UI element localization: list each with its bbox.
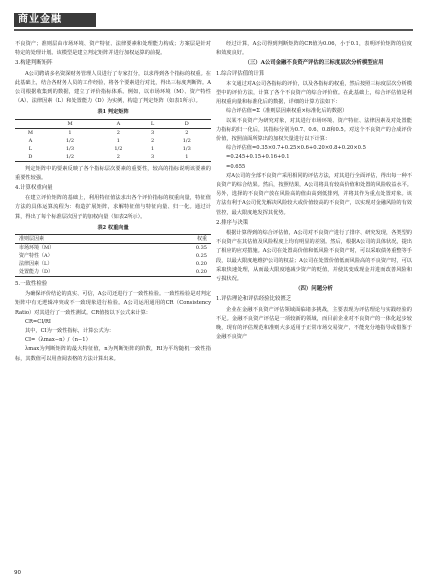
paragraph: 在建立评价矩阵的基础上，利用特征值法求出各个评价指标的权重向量，特征值方法的具体运算流程为：构造扩展矩阵，求解特征值与特征向量、归一化。通过计算，得出了每个标准层次因子的加权向量（如表2所示）。 bbox=[15, 195, 211, 220]
table-row bbox=[15, 260, 211, 268]
section-heading-3: （三）A公司金融不良资产评估的三标度层次分析模型应用 bbox=[244, 60, 384, 67]
table-cell: 1 bbox=[150, 145, 155, 152]
paragraph: 不良资产；准则层由市场环境、资产特征、法律要素和处理能力构成；方案层是针对特定的处理计划。该模型是建立判定矩阵并进行加权运算的前提。 bbox=[15, 41, 211, 57]
paragraph: 为确保评价结论的真实、可信，A公司还进行了一致性检验。一致性检验是对判定矩阵中有无逻辑冲突或不一致现象进行检验。A公司运用通用的CR（Consistency Ratio）对其进行了一致性测试。CR值按以下公式来计算： bbox=[15, 291, 211, 316]
subheading-problem-1: 1.评估理论和评估经验比较匮乏 bbox=[216, 296, 292, 303]
table-cell: 1/2 bbox=[182, 137, 191, 144]
table-cell: 1/2 bbox=[114, 145, 123, 152]
subheading-matrix: 3.构建判断矩阵 bbox=[15, 60, 53, 67]
table-cell: 2 bbox=[150, 137, 155, 144]
table-row bbox=[15, 137, 211, 145]
left-column bbox=[15, 40, 211, 364]
subheading-score: 1.综合评估值的计算 bbox=[216, 70, 265, 77]
table-row bbox=[15, 128, 211, 137]
table-cell: 资产特性（A） bbox=[19, 253, 53, 260]
table1-caption: 表1 判定矩阵 bbox=[97, 109, 129, 116]
paragraph: 对A公司的全部不良资产采用相同的评估方法，对其进行全面评估，得出每一种不良资产的综合结果。然后，按照结果，A公司将具有较高价值和处置的风险收益水平。另外，选择的不良资产放在风险高的值由高到低排列，并将其作为重点处置对象。该方法有利于A公司优先解决风险较大或价值较高的不良资产，以实现对金融风险的有效管控，最大限度地发挥其优势。 bbox=[216, 172, 412, 216]
table-cell: L bbox=[28, 145, 33, 152]
paragraph: 企业在金融不良资产评估领域面临诸多挑战，主要表现为评估理论与实践经验的不足。金融不良资产评估是一项较新的领域，而目前企业对不良资产的一体化起步较晚，现有的评估规范和准则大多适用于正常市场交易资产，不能充分地指导或借鉴于金融不良资产 bbox=[216, 306, 412, 341]
table-cell: 0.35 bbox=[195, 245, 207, 252]
formula-cr: CR=CI/RI bbox=[25, 318, 51, 325]
table-cell: 市场环境（M） bbox=[19, 245, 55, 252]
table-header: M bbox=[46, 119, 94, 128]
table-cell: 2 bbox=[116, 153, 120, 160]
table-cell: 1/2 bbox=[65, 137, 75, 144]
table-cell: 法律因素（L） bbox=[19, 261, 53, 268]
table-cell: 0.25 bbox=[195, 253, 207, 260]
paragraph: 本文通过对A公司各指标的评价，以及各指标的权重，然后按照三标度层次分析模型中的评价方法，计算了各个不良资产的综合评价值。在此基础上，综合评估值是利用权重向量和标准化后的数据，详细的计算方法如下： bbox=[216, 80, 412, 106]
table-cell: 处置能力（D） bbox=[19, 269, 54, 276]
table-header: D bbox=[163, 119, 211, 128]
table-header bbox=[15, 119, 46, 128]
subheading-consistency: 5.一致性检验 bbox=[15, 281, 48, 288]
table-cell: 1 bbox=[68, 129, 72, 136]
table-cell: D bbox=[28, 153, 33, 160]
table-row bbox=[15, 244, 211, 253]
right-column bbox=[216, 40, 412, 343]
paragraph: 其中，CI为一致性指标，计算公式为： bbox=[25, 328, 115, 335]
paragraph: λmax为判断矩阵的最大特征值，n为判断矩阵的阶数，RI为平均随机一致性指标，其数值可以用查阅表格的方法计算出来。 bbox=[15, 346, 211, 362]
weight-vector-table bbox=[15, 234, 211, 277]
table-cell: 2 bbox=[116, 129, 120, 136]
table-cell: 2 bbox=[185, 129, 189, 136]
formula-step-3: =0.655 bbox=[226, 163, 246, 170]
table-cell: M bbox=[27, 129, 33, 136]
header-rule bbox=[14, 29, 413, 31]
table-header: A bbox=[94, 119, 142, 128]
table-header: L bbox=[143, 119, 163, 128]
section-heading-4: （四）问题分析 bbox=[295, 286, 333, 293]
formula-ci: CI=（λmax−n）/（n−1） bbox=[25, 337, 91, 344]
formula-composite: 综合评估值=Σ（准则层因素权重×标准化后的数据） bbox=[226, 108, 348, 115]
table-cell: 1/3 bbox=[182, 145, 191, 152]
table-cell: 1/3 bbox=[65, 145, 75, 152]
formula-step-1: 综合评估值=0.35×0.7+0.25×0.6+0.20×0.8+0.20×0.5 bbox=[226, 145, 366, 152]
paragraph: 经过计算，A公司得到判断矩阵的CR值为0.06，小于0.1，表明评价矩阵的信度和效度良好。 bbox=[216, 41, 412, 57]
table-cell: 1/2 bbox=[65, 153, 75, 160]
paragraph: 以某不良资产为研究对象，对其进行市场环境、资产特征、法律因素及对处置能力指标的归一化后，其指标分别为0.7、0.6、0.8和0.5。对这个不良资产的合成评价价值，按照前面所算出的加权矢量进行以下计算： bbox=[216, 117, 412, 143]
table-header: 准则层因素 bbox=[15, 235, 151, 244]
subheading-weights: 4.计算权重向量 bbox=[15, 185, 53, 192]
table-header: 权重 bbox=[151, 235, 211, 244]
formula-step-2: =0.245+0.15+0.16+0.1 bbox=[226, 154, 290, 161]
table-cell: 0.20 bbox=[195, 261, 207, 268]
table-row bbox=[15, 252, 211, 260]
judgment-matrix-table bbox=[15, 119, 211, 162]
table-row bbox=[15, 153, 211, 162]
table-cell: 1 bbox=[185, 153, 189, 160]
table-row bbox=[15, 268, 211, 277]
table-cell: A bbox=[28, 137, 33, 144]
subheading-ranking: 2.排序与决策 bbox=[216, 219, 249, 226]
paragraph: A公司聘请多名资深财务管理人员进行了专家打分，以求得到各个指标的权重。在此基础上，结合各财务人员的工作经验，将各个要素进行对比，得出三标度判断阵。A公司根据收集到的数据，建立了评价指标体系。例如，以市场环境（M）、资产特性（A）、法律因素（L）和处置能力（D）为实例，构造了判定矩阵（如表1所示）。 bbox=[15, 70, 211, 105]
table-cell: 3 bbox=[150, 153, 155, 160]
table-cell: 3 bbox=[150, 129, 155, 136]
table2-caption: 表2 权重向量 bbox=[97, 224, 129, 231]
page-number: 90 bbox=[14, 570, 21, 576]
paragraph: 判定矩阵中的要素反映了各个指标层次要素的重要性，较高的指标说明该要素的重要性较强。 bbox=[15, 165, 211, 181]
paragraph: 根据计算得到的综合评估值，A公司对不良资产进行了排序、研究发现，各类型的不良资产在其估值及风险程度上均有明显的差别。然后，根据A公司的具体状况，提出了相应的应对措施。A公司在处置高价值和低风险不良资产时，可以采取债务重整等手段，以最大限度地维护公司的权益；A公司在处置价值低而风险高的不良资产时，可以采取快速处理，从而最大限度地减少资产的贬值，并使其变成现金并进而改善风险和亏损状况。 bbox=[216, 230, 412, 283]
section-title: 商业金融 bbox=[18, 14, 62, 25]
table-cell: 0.20 bbox=[195, 269, 207, 276]
table-row bbox=[15, 145, 211, 153]
table-cell: 1 bbox=[116, 137, 120, 144]
